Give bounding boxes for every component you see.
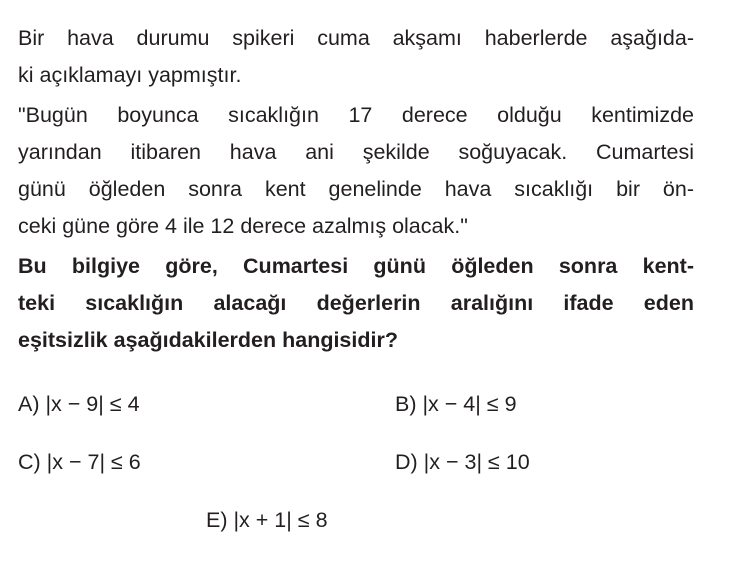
- prompt-line-1: Bu bilgiye göre, Cumartesi günü öğleden sonra kent-: [18, 254, 694, 278]
- intro-line-2: ki açıklamayı yapmıştır.: [18, 63, 242, 87]
- option-c[interactable]: C) |x − 7| ≤ 6: [18, 450, 141, 474]
- option-e[interactable]: E) |x + 1| ≤ 8: [206, 508, 328, 532]
- prompt-line-3: eşitsizlik aşağıdakilerden hangisidir?: [18, 328, 398, 352]
- prompt-line-2: teki sıcaklığın alacağı değerlerin aralığını ifade eden: [18, 291, 694, 315]
- quote-line-3: günü öğleden sonra kent genelinde hava sıcaklığı bir ön-: [18, 177, 694, 201]
- intro-line-1: Bir hava durumu spikeri cuma akşamı haberlerde aşağıda-: [18, 26, 694, 50]
- quote-line-1: "Bugün boyunca sıcaklığın 17 derece olduğu kentimizde: [18, 103, 694, 127]
- quote-line-4: ceki güne göre 4 ile 12 derece azalmış olacak.": [18, 214, 468, 238]
- answer-options: [18, 389, 708, 549]
- option-a[interactable]: A) |x − 9| ≤ 4: [18, 392, 140, 416]
- option-b[interactable]: B) |x − 4| ≤ 9: [395, 392, 517, 416]
- option-d[interactable]: D) |x − 3| ≤ 10: [395, 450, 530, 474]
- quote-line-2: yarından itibaren hava ani şekilde soğuyacak. Cumartesi: [18, 140, 694, 164]
- question-text: [18, 0, 694, 359]
